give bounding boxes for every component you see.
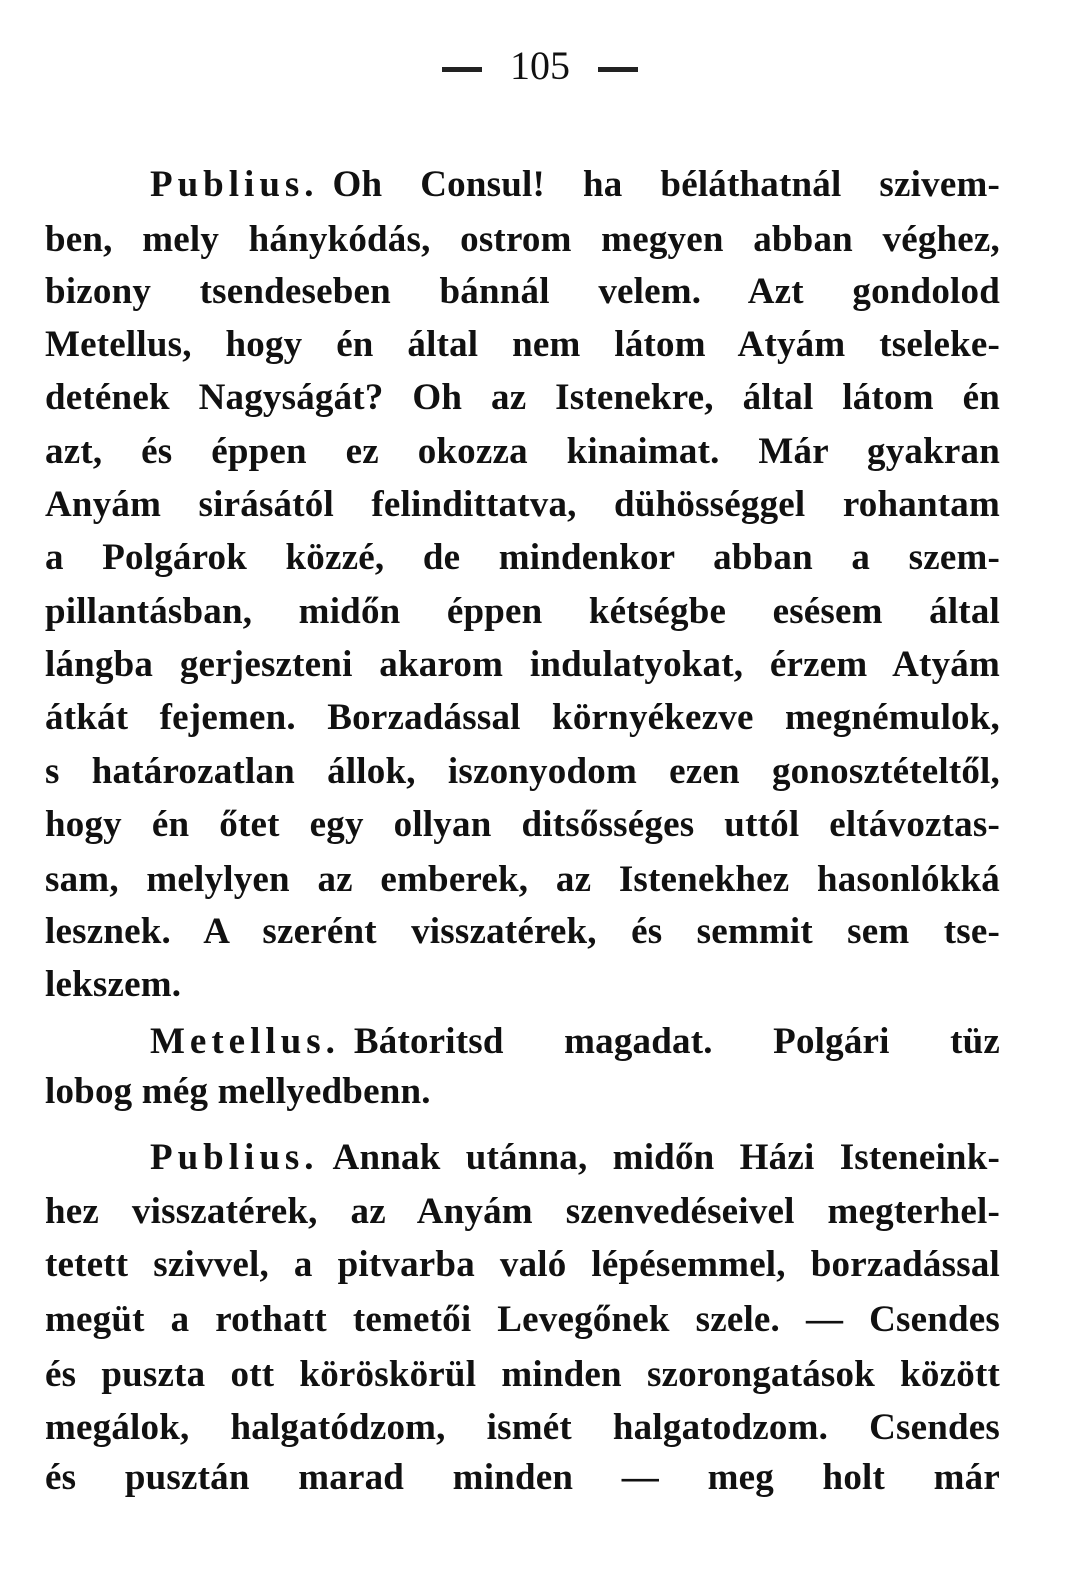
text-line: ben, mely hánykódás, ostrom megyen abban véghez,	[45, 219, 1000, 260]
text-line: lekszem.	[45, 964, 182, 1005]
text-line: a Polgárok közzé, de mindenkor abban a szem-	[45, 537, 1000, 578]
line-text: Annak utánna, midőn Házi Isteneink-	[332, 1137, 1000, 1178]
speaker-name: Publius.	[150, 164, 319, 205]
text-line: azt, és éppen ez okozza kinaimat. Már gyakran	[45, 431, 1000, 472]
text-line: Anyám sirásától felindittatva, dühösséggel rohantam	[45, 484, 1000, 525]
text-line: tetett szivvel, a pitvarba való lépésemmel, borzadással	[45, 1244, 1000, 1285]
text-line: lobog még mellyedbenn.	[45, 1071, 431, 1112]
ornament-dash	[442, 67, 482, 72]
text-line: Metellus, hogy én által nem látom Atyám tseleke-	[45, 324, 1000, 365]
text-line: átkát fejemen. Borzadással környékezve megnémulok,	[45, 697, 1000, 738]
paragraph-first-line	[150, 163, 1000, 207]
line-text: Oh Consul! ha béláthatnál szivem-	[332, 164, 1000, 205]
text-line: megálok, halgatódzom, ismét halgatodzom. Csendes	[45, 1407, 1000, 1448]
text-line: megüt a rothatt temetői Levegőnek szele. — Csendes	[45, 1299, 1000, 1340]
text-line: sam, melylyen az emberek, az Istenekhez hasonlókká	[45, 859, 1000, 900]
speaker-name: Metellus.	[150, 1021, 340, 1062]
page-number: 105	[0, 42, 1080, 89]
speaker-name: Publius.	[150, 1137, 319, 1178]
text-line: s határozatlan állok, iszonyodom ezen gonosztételtől,	[45, 751, 1000, 792]
text-line: és puszta ott köröskörül minden szorongatások között	[45, 1354, 1000, 1395]
text-line: bizony tsendeseben bánnál velem. Azt gondolod	[45, 271, 1000, 312]
paragraph-first-line	[150, 1136, 1000, 1180]
text-line: detének Nagyságát? Oh az Istenekre, által látom én	[45, 377, 1000, 418]
ornament-dash	[598, 67, 638, 72]
text-line: pillantásban, midőn éppen kétségbe esésem által	[45, 591, 1000, 632]
text-line: hogy én őtet egy ollyan ditsősséges uttól eltávoztas-	[45, 804, 1000, 845]
line-text: Bátoritsd magadat. Polgári tüz	[353, 1021, 1000, 1062]
text-line: hez visszatérek, az Anyám szenvedéseivel megterhel-	[45, 1191, 1000, 1232]
text-line: lángba gerjeszteni akarom indulatyokat, érzem Atyám	[45, 644, 1000, 685]
text-line: és pusztán marad minden — meg holt már	[45, 1457, 1000, 1498]
text-line: lesznek. A szerént visszatérek, és semmit sem tse-	[45, 911, 1000, 952]
paragraph-first-line	[150, 1020, 1000, 1064]
